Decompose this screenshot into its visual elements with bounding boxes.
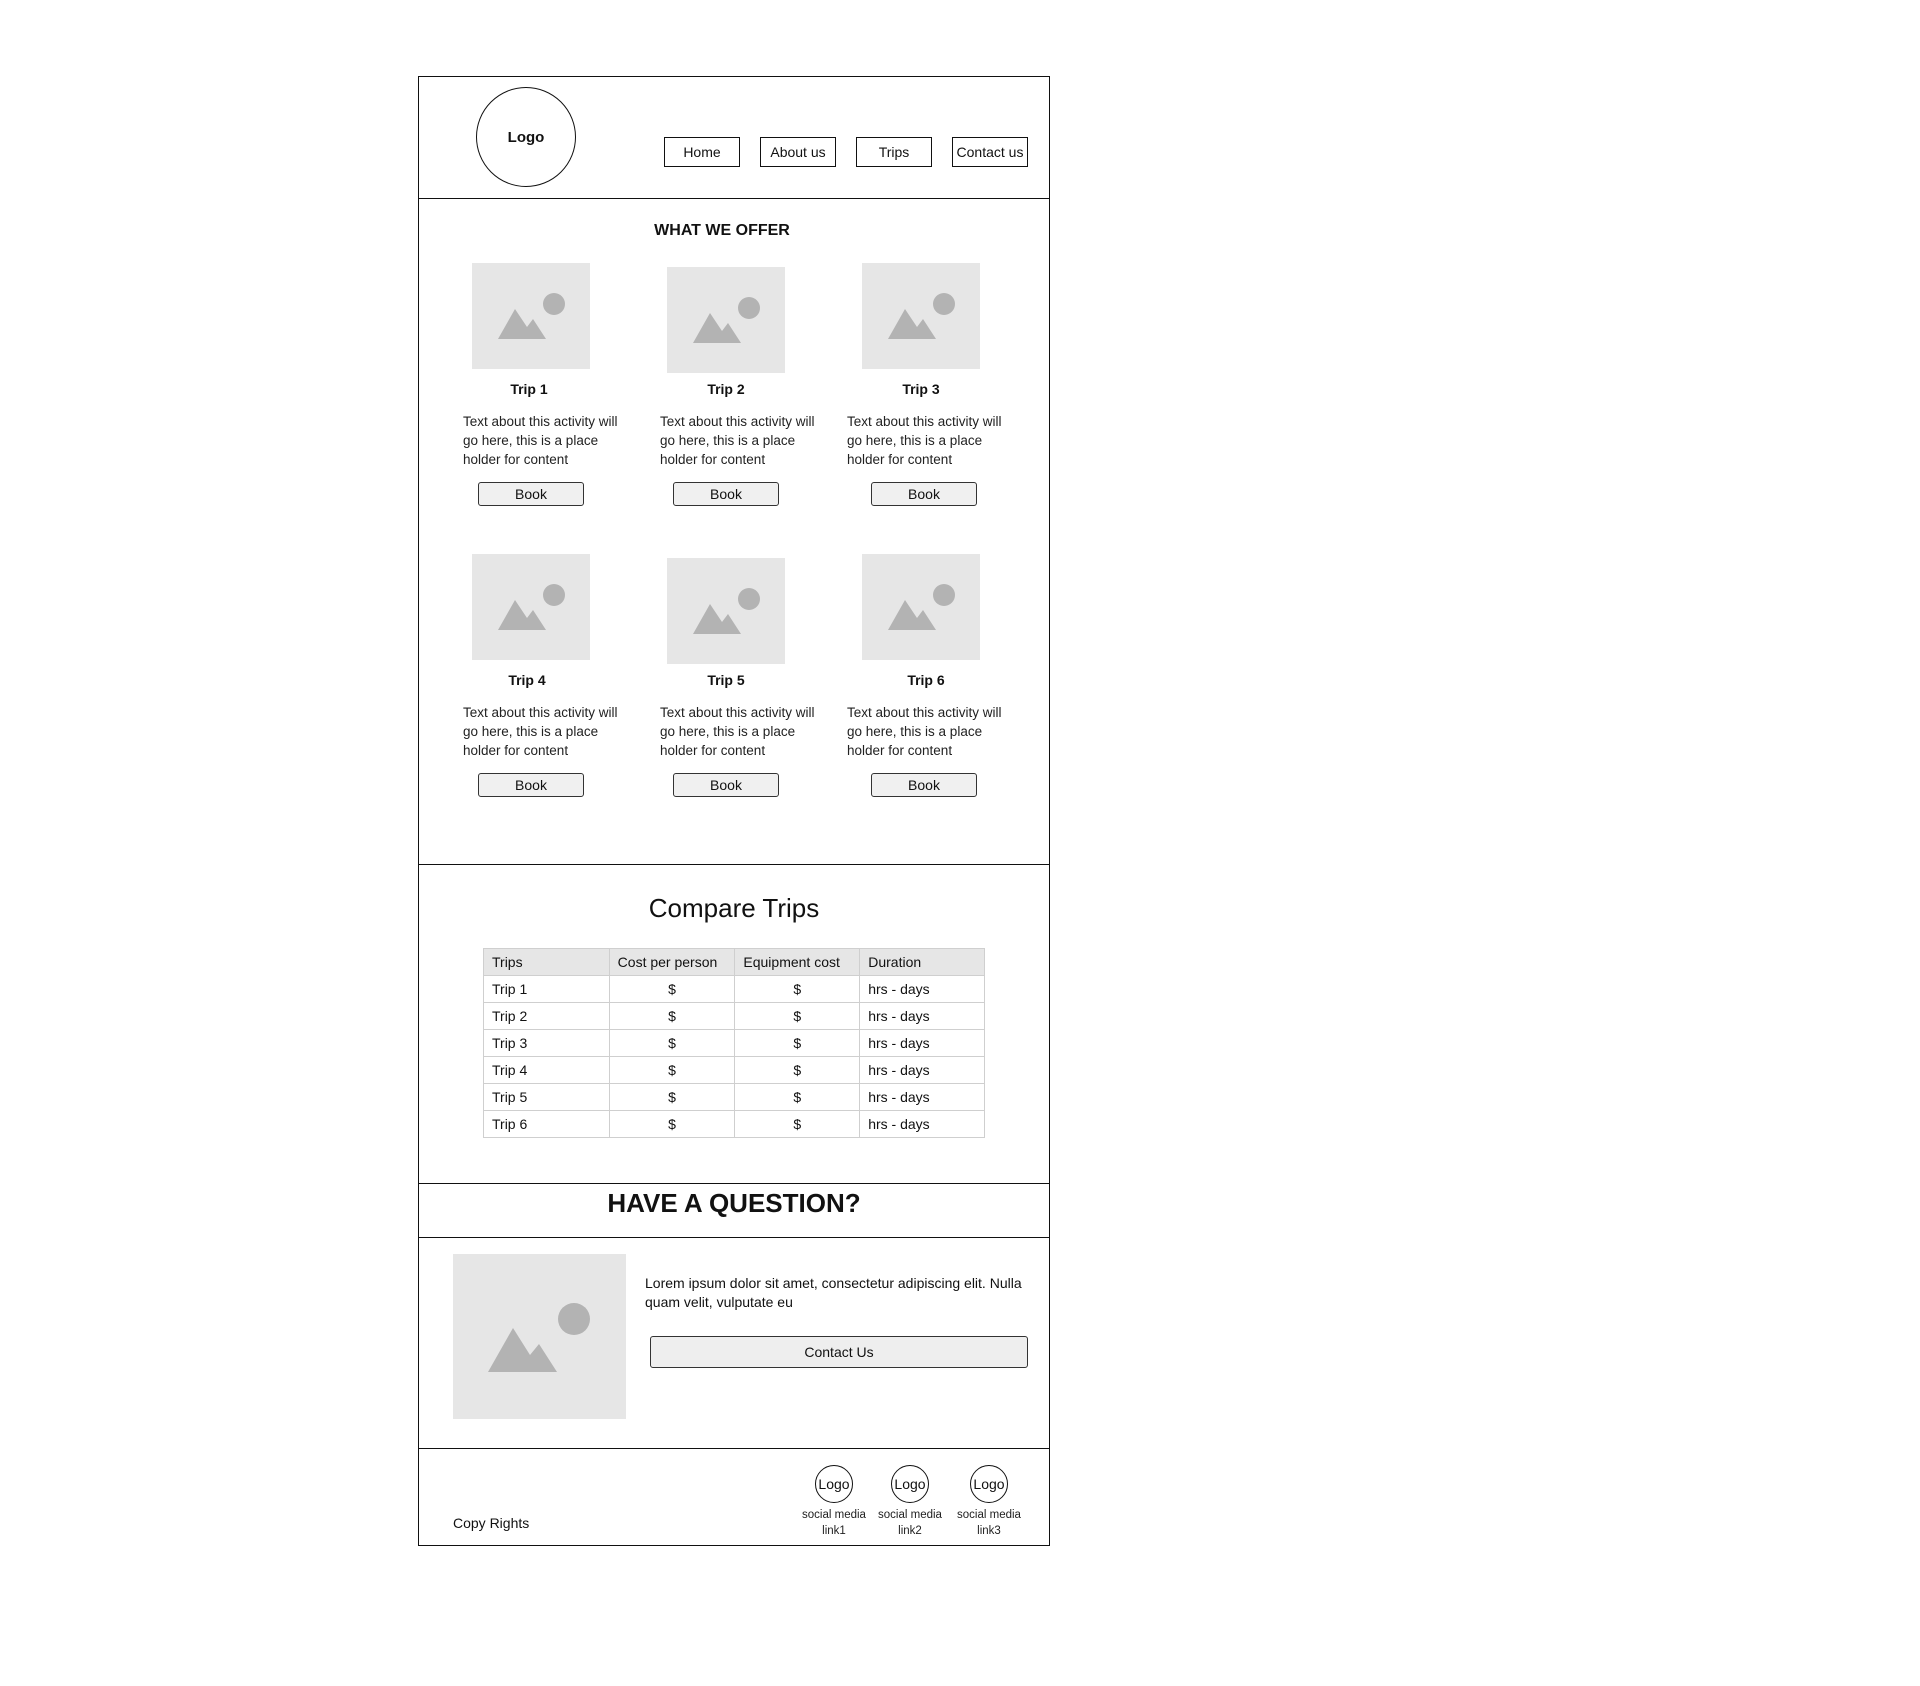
trip-3-title: Trip 3 (902, 381, 940, 397)
trip-4-book-button[interactable]: Book (478, 773, 584, 797)
trip-2-book-button[interactable]: Book (673, 482, 779, 506)
table-cell: hrs - days (860, 1111, 985, 1138)
image-sun-icon (543, 584, 565, 606)
table-cell: Trip 3 (484, 1030, 610, 1057)
table-cell: $ (735, 1003, 860, 1030)
trip-6-text: Text about this activity will go here, this is a place holder for content (847, 705, 1002, 758)
compare-title: Compare Trips (648, 893, 820, 923)
table-header-row (484, 949, 985, 976)
table-cell: $ (609, 1111, 735, 1138)
trip-2-text: Text about this activity will go here, this is a place holder for content (660, 414, 815, 467)
table-cell: hrs - days (860, 1030, 985, 1057)
table-cell: $ (735, 1057, 860, 1084)
trip-5-image (667, 558, 785, 664)
table-row (484, 1030, 985, 1057)
column-header: Duration (860, 949, 985, 976)
social-label-2[interactable]: social media link2 (878, 1509, 942, 1537)
table-row (484, 1003, 985, 1030)
table-cell: $ (609, 1030, 735, 1057)
trip-6-book-button[interactable]: Book (871, 773, 977, 797)
table-cell: $ (735, 976, 860, 1003)
site-logo[interactable] (476, 87, 576, 187)
social-link-3[interactable] (951, 1465, 1027, 1539)
trip-5-title: Trip 5 (707, 672, 745, 688)
footer-divider (418, 1448, 1050, 1449)
table-cell: hrs - days (860, 1057, 985, 1084)
table-cell: hrs - days (860, 976, 985, 1003)
copyright-text: Copy Rights (453, 1515, 530, 1531)
column-header: Equipment cost (735, 949, 860, 976)
header-divider (418, 198, 1050, 199)
social-logo-3[interactable]: Logo (970, 1465, 1008, 1503)
trip-4-image (472, 554, 590, 660)
trip-6-image (862, 554, 980, 660)
table-cell: Trip 2 (484, 1003, 610, 1030)
image-mountain-icon (888, 309, 936, 339)
contact-us-button[interactable]: Contact Us (650, 1336, 1028, 1368)
table-cell: Trip 1 (484, 976, 610, 1003)
trip-2-image (667, 267, 785, 373)
column-header: Cost per person (609, 949, 735, 976)
image-sun-icon (738, 297, 760, 319)
table-row (484, 1057, 985, 1084)
nav-trips-button[interactable]: Trips (856, 137, 932, 167)
image-mountain-icon (693, 604, 741, 634)
table-cell: Trip 6 (484, 1111, 610, 1138)
table-cell: Trip 5 (484, 1084, 610, 1111)
question-image (453, 1254, 626, 1419)
image-sun-icon (933, 584, 955, 606)
logo-label: Logo (507, 128, 545, 146)
image-mountain-icon (693, 313, 741, 343)
trip-3-text: Text about this activity will go here, this is a place holder for content (847, 414, 1002, 467)
table-cell: Trip 4 (484, 1057, 610, 1084)
table-cell: hrs - days (860, 1003, 985, 1030)
compare-divider (418, 1183, 1050, 1184)
table-cell: $ (735, 1111, 860, 1138)
social-logo-1[interactable]: Logo (815, 1465, 853, 1503)
image-mountain-icon (888, 600, 936, 630)
image-sun-icon (543, 293, 565, 315)
nav-about-button[interactable]: About us (760, 137, 836, 167)
trip-5-text: Text about this activity will go here, this is a place holder for content (660, 705, 815, 758)
table-cell: hrs - days (860, 1084, 985, 1111)
table-cell: $ (609, 1057, 735, 1084)
offer-title: WHAT WE OFFER (654, 222, 790, 239)
image-mountain-icon (498, 600, 546, 630)
social-link-1[interactable] (796, 1465, 872, 1539)
image-sun-icon (933, 293, 955, 315)
trip-6-title: Trip 6 (907, 672, 945, 688)
table-cell: $ (735, 1084, 860, 1111)
table-row (484, 1111, 985, 1138)
question-title: HAVE A QUESTION? (607, 1188, 861, 1218)
table-cell: $ (609, 1003, 735, 1030)
nav-contact-button[interactable]: Contact us (952, 137, 1028, 167)
social-label-3[interactable]: social media link3 (957, 1509, 1021, 1537)
image-sun-icon (738, 588, 760, 610)
trip-2-title: Trip 2 (707, 381, 745, 397)
trip-1-book-button[interactable]: Book (478, 482, 584, 506)
social-logo-2[interactable]: Logo (891, 1465, 929, 1503)
trip-1-title: Trip 1 (510, 381, 548, 397)
offer-divider (418, 864, 1050, 865)
trip-5-book-button[interactable]: Book (673, 773, 779, 797)
trip-1-image (472, 263, 590, 369)
trip-4-text: Text about this activity will go here, this is a place holder for content (463, 705, 618, 758)
table-cell: $ (609, 976, 735, 1003)
column-header: Trips (484, 949, 610, 976)
nav-home-button[interactable]: Home (664, 137, 740, 167)
image-mountain-icon (498, 309, 546, 339)
table-row (484, 1084, 985, 1111)
table-cell: $ (609, 1084, 735, 1111)
question-divider (418, 1237, 1050, 1238)
image-sun-icon (558, 1303, 590, 1335)
question-text: Lorem ipsum dolor sit amet, consectetur adipiscing elit. Nulla quam velit, vulputate eu (645, 1275, 1022, 1310)
table-cell: $ (735, 1030, 860, 1057)
trip-1-text: Text about this activity will go here, this is a place holder for content (463, 414, 618, 467)
social-label-1[interactable]: social media link1 (802, 1509, 866, 1537)
compare-table (483, 948, 985, 1138)
image-mountain-icon (488, 1328, 557, 1372)
trip-3-image (862, 263, 980, 369)
social-link-2[interactable] (872, 1465, 948, 1539)
table-row (484, 976, 985, 1003)
trip-3-book-button[interactable]: Book (871, 482, 977, 506)
trip-4-title: Trip 4 (508, 672, 546, 688)
